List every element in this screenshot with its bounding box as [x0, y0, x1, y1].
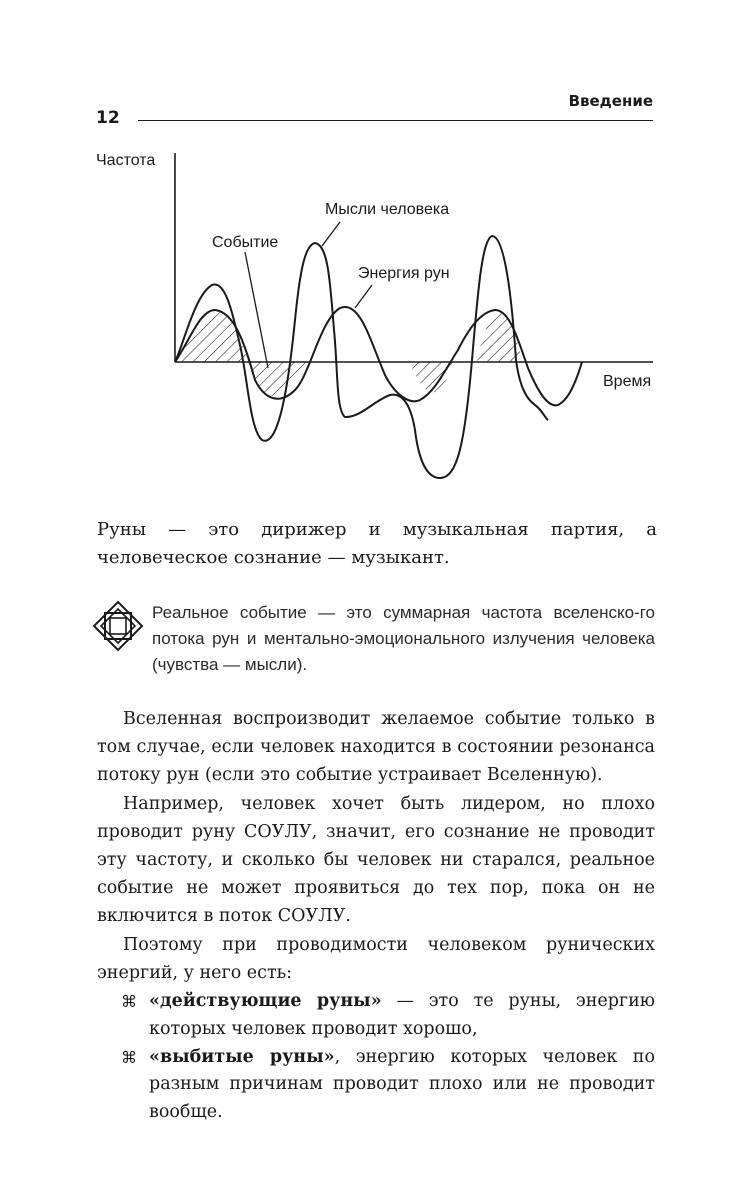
note-text: Реальное событие — это суммарная частота вселенско-го потока рун и ментально-эмоционального излучения человека (чувства — мысли).: [152, 603, 655, 674]
command-key-icon: ⌘: [121, 991, 137, 1011]
page-number: 12: [96, 108, 120, 128]
page-header: [0, 0, 743, 140]
note-block: [92, 600, 662, 680]
thoughts-leader-line: [322, 222, 340, 246]
y-axis-label: Частота: [96, 152, 156, 169]
rune-energy-leader-line: [355, 285, 372, 308]
command-key-icon: ⌘: [121, 1047, 137, 1067]
frequency-time-diagram: [0, 140, 743, 495]
figure-caption: Руны — это дирижер и музыкальная партия, а человеческое сознание — музыкант.: [97, 519, 657, 568]
paragraph: Например, человек хочет быть лидером, но плохо проводит руну СОУЛУ, значит, его сознание не проводит эту частоту, и сколько бы человек ни старался, реальное событие не может проявиться до тех пор, пока он не включится в поток СОУЛУ.: [97, 794, 655, 926]
event-label: Событие: [212, 234, 279, 251]
bullet-term: «действующие руны»: [149, 990, 382, 1011]
bullet-term: «выбитые руны»: [149, 1046, 335, 1067]
rune-energy-label: Энергия рун: [358, 265, 450, 282]
header-rule: [138, 120, 653, 121]
event-leader-line: [245, 252, 268, 368]
thoughts-label: Мысли человека: [325, 201, 450, 218]
running-head: Введение: [568, 92, 653, 110]
list-item: [97, 988, 655, 1044]
paragraph: Поэтому при проводимости человеком рунических энергий, у него есть:: [97, 935, 655, 984]
rune-diamond-icon: [92, 600, 144, 652]
list-item: [97, 1044, 655, 1127]
bullet-text: , энергию которых человек по разным причинам проводит плохо или не проводит вообще.: [149, 1046, 655, 1123]
x-axis-label: Время: [603, 373, 652, 390]
bullet-text: — это те руны, энергию которых человек проводит хорошо,: [149, 990, 655, 1039]
paragraph: Вселенная воспроизводит желаемое событие только в том случае, если человек находится в состоянии резонанса потоку рун (если это событие устраивает Вселенную).: [97, 709, 655, 785]
bullet-list: [97, 988, 655, 1127]
body-text: [97, 706, 655, 1127]
